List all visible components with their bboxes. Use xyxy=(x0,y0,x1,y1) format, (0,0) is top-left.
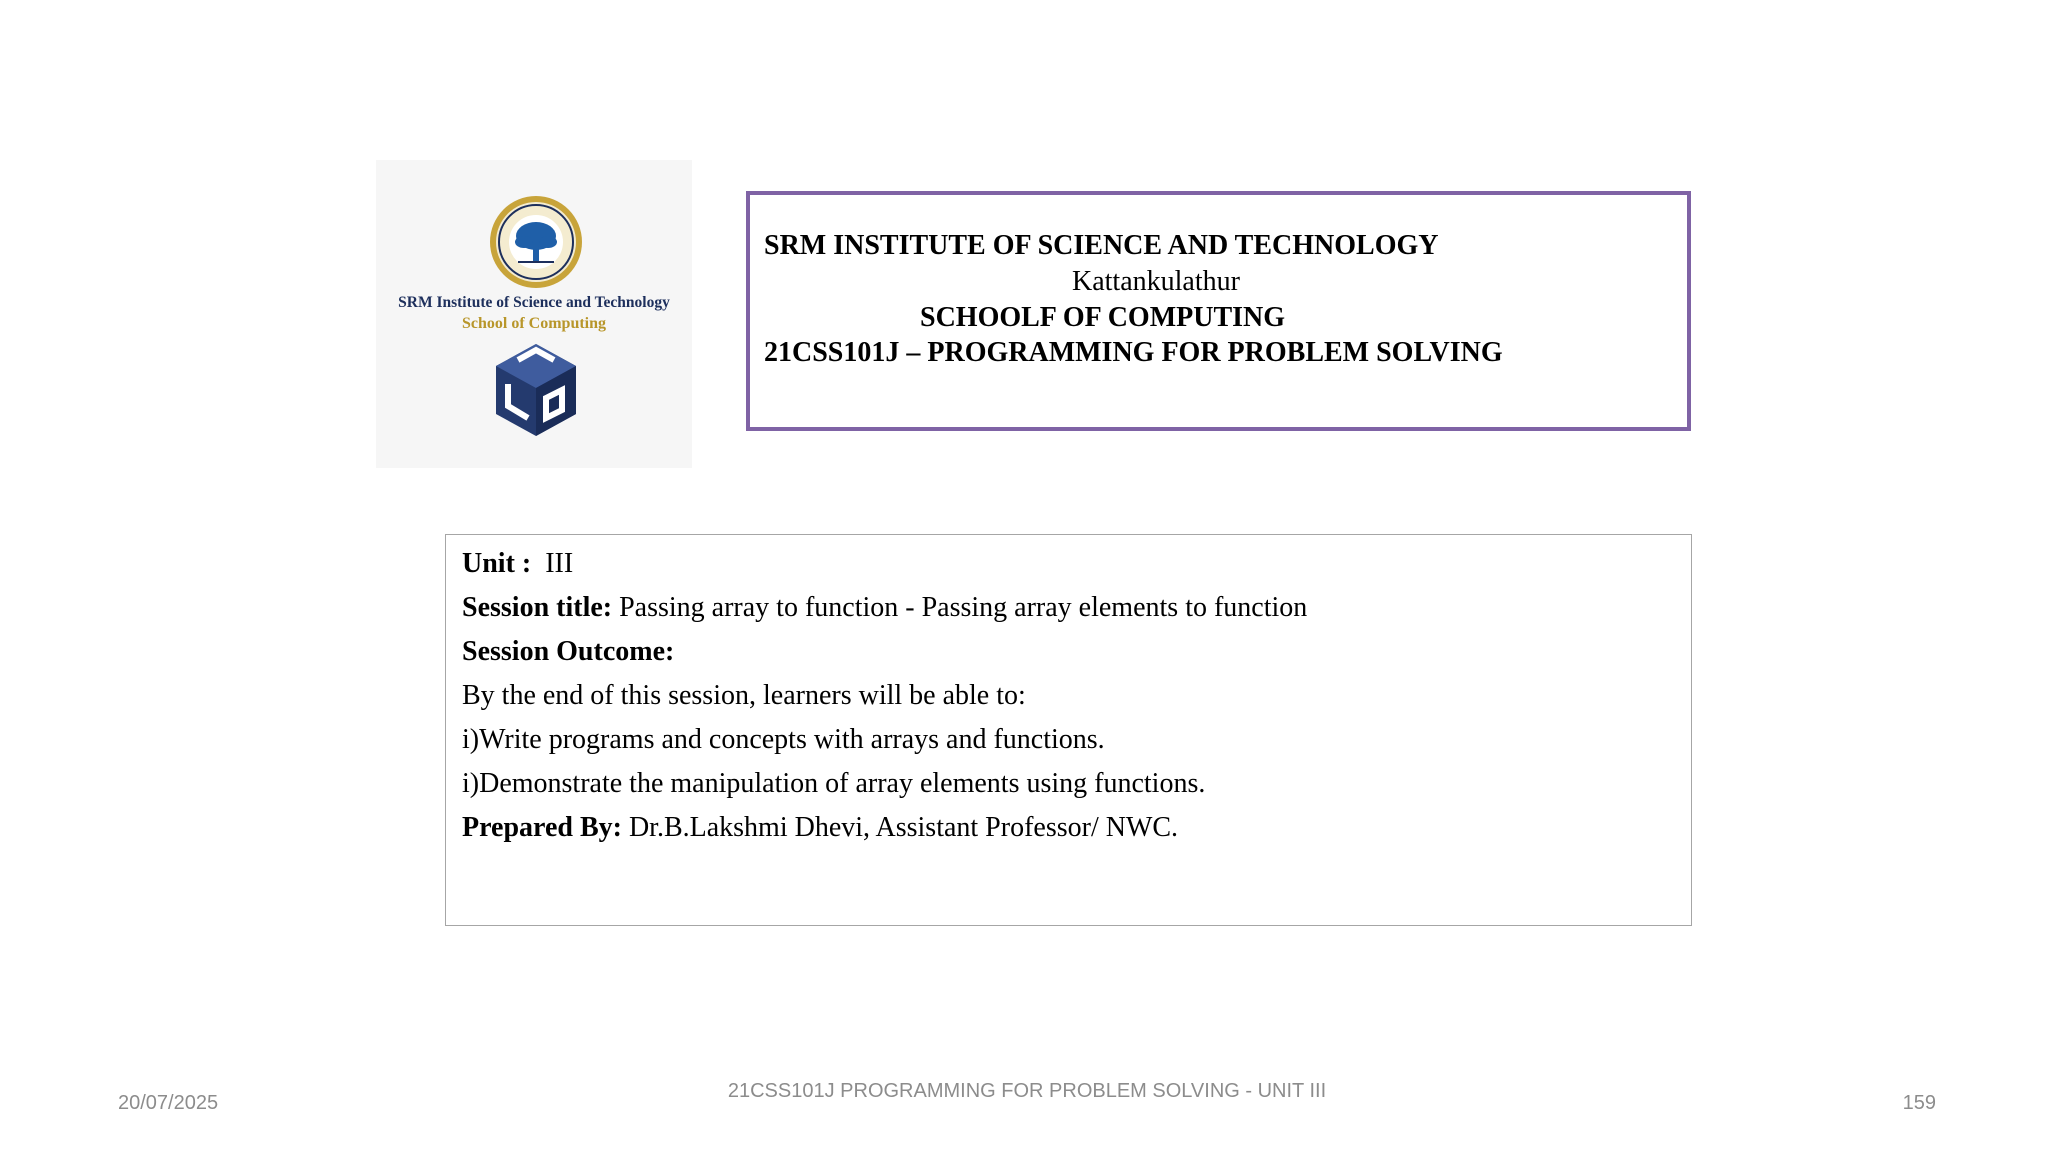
computing-cube-icon xyxy=(488,340,584,440)
footer-title: 21CSS101J PROGRAMMING FOR PROBLEM SOLVING - UNIT III xyxy=(727,1080,1327,1102)
prepared-by-line xyxy=(462,811,1178,845)
footer-date: 20/07/2025 xyxy=(118,1092,219,1114)
outcome-intro: By the end of this session, learners will be able to: xyxy=(462,680,1026,711)
institution-header-box xyxy=(746,191,1691,431)
header-course: 21CSS101J – PROGRAMMING FOR PROBLEM SOLVING xyxy=(764,337,1503,368)
outcome-item: i)Demonstrate the manipulation of array elements using functions. xyxy=(462,768,1206,799)
prepared-by-value: Dr.B.Lakshmi Dhevi, Assistant Professor/ NWC. xyxy=(628,812,1179,843)
logo-school-name: School of Computing xyxy=(461,315,607,332)
logo-institution-name: SRM Institute of Science and Technology xyxy=(398,294,670,311)
outcome-item: i)Write programs and concepts with arrays and functions. xyxy=(462,724,1105,755)
institution-logo xyxy=(376,160,692,468)
session-outcome-line xyxy=(462,635,674,669)
header-institution: SRM INSTITUTE OF SCIENCE AND TECHNOLOGY xyxy=(764,230,1439,261)
unit-value: III xyxy=(545,548,574,579)
session-title-line xyxy=(462,591,1307,625)
prepared-by-label: Prepared By: xyxy=(462,812,622,843)
header-location: Kattankulathur xyxy=(1072,266,1240,297)
page-number: 159 xyxy=(1902,1092,1936,1114)
unit-label: Unit : xyxy=(462,548,532,579)
session-details-box xyxy=(445,534,1692,926)
session-outcome-label: Session Outcome: xyxy=(462,636,675,667)
header-school: SCHOOLF OF COMPUTING xyxy=(920,302,1286,333)
session-title-label: Session title: xyxy=(462,592,613,623)
unit-line xyxy=(462,547,573,581)
srm-seal-icon xyxy=(488,194,584,290)
session-title-value: Passing array to function - Passing array elements to function xyxy=(619,592,1308,623)
